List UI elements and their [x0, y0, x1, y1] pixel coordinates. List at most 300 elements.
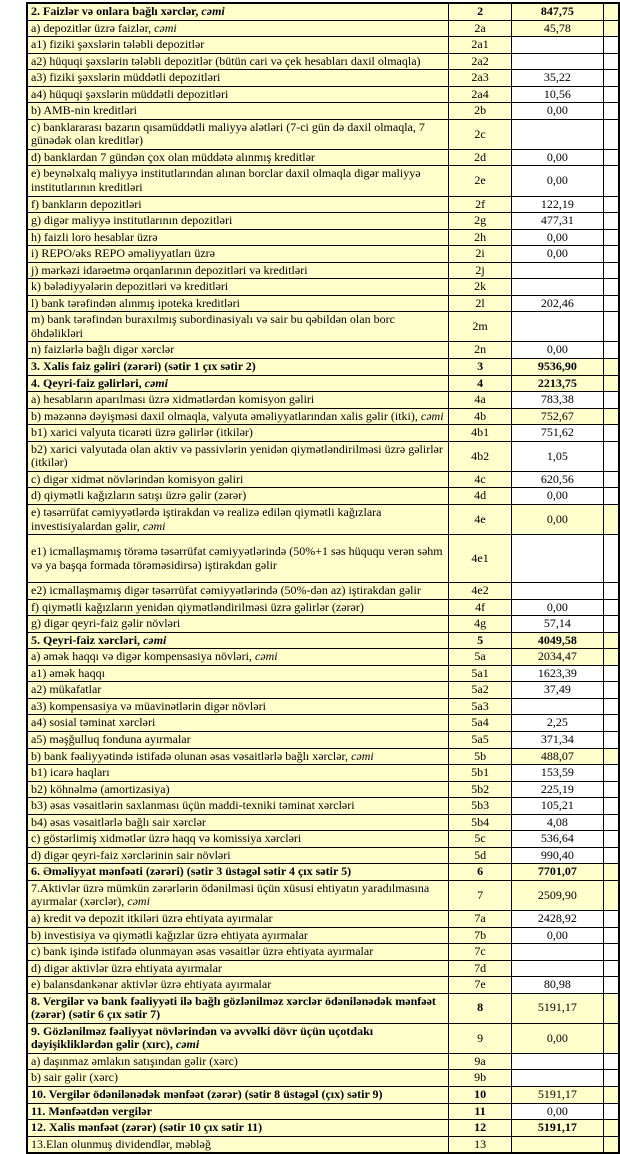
adjacent-column-cell — [603, 535, 619, 583]
row-value: 847,75 — [512, 3, 604, 20]
table-row — [27, 682, 619, 699]
row-code: 5c — [449, 831, 512, 848]
row-value — [512, 53, 604, 70]
row-label: m) bank tərəfindən buraxılmış subordinasiyalı və sair bu qəbildən olan borc öhdəlikləri — [27, 312, 449, 342]
row-label-emphasis: cəmi — [142, 518, 166, 533]
row-value: 7701,07 — [512, 864, 604, 881]
row-label: 10. Vergilər ödənilənədək mənfəət (zərər) (sətir 8 üstəgəl (çıx) sətir 9) — [27, 1087, 449, 1104]
row-label: a2) mükafatlar — [27, 682, 449, 699]
row-value: 371,34 — [512, 731, 604, 748]
row-label: b) bank fəaliyyətində istifadə olunan əsas vəsaitlərlə bağlı xərclər, cəmi — [27, 748, 449, 765]
row-value: 0,00 — [512, 229, 604, 246]
table-row — [27, 37, 619, 54]
table-row — [27, 3, 619, 20]
row-code: 2e — [449, 166, 512, 196]
row-value: 80,98 — [512, 977, 604, 994]
row-label: b) investisiya və qiymətli kağızlar üzrə ehtiyata ayırmalar — [27, 927, 449, 944]
row-code: 4 — [449, 375, 512, 392]
row-label: n) faizlərlə bağlı digər xərclər — [27, 342, 449, 359]
adjacent-column-cell — [603, 1070, 619, 1087]
adjacent-column-cell — [603, 37, 619, 54]
row-label: d) qiymətli kağızların satışı üzrə gəlir (zərər) — [27, 488, 449, 505]
row-code: 5b1 — [449, 765, 512, 782]
row-label: 2. Faizlər və onlara bağlı xərclər, cəmi — [27, 3, 449, 20]
row-code: 5b3 — [449, 798, 512, 815]
row-value: 1623,39 — [512, 665, 604, 682]
adjacent-column-cell — [603, 1023, 619, 1053]
row-code: 7e — [449, 977, 512, 994]
row-code: 4b2 — [449, 441, 512, 471]
adjacent-column-cell — [603, 504, 619, 534]
row-value — [512, 1136, 604, 1153]
row-value: 477,31 — [512, 213, 604, 230]
row-code: 5a3 — [449, 698, 512, 715]
row-value: 57,14 — [512, 616, 604, 633]
row-code: 12 — [449, 1120, 512, 1137]
row-label: g) digər maliyyə institutlarının depozitləri — [27, 213, 449, 230]
row-value: 4,08 — [512, 814, 604, 831]
table-row — [27, 715, 619, 732]
row-code: 5d — [449, 847, 512, 864]
table-row — [27, 86, 619, 103]
row-value — [512, 1070, 604, 1087]
adjacent-column-cell — [603, 392, 619, 409]
table-row — [27, 977, 619, 994]
row-code: 2c — [449, 119, 512, 149]
adjacent-column-cell — [603, 1120, 619, 1137]
row-label: f) bankların depozitləri — [27, 196, 449, 213]
row-code: 2f — [449, 196, 512, 213]
row-code: 4g — [449, 616, 512, 633]
table-row — [27, 279, 619, 296]
adjacent-column-cell — [603, 471, 619, 488]
adjacent-column-cell — [603, 246, 619, 263]
table-row — [27, 649, 619, 666]
row-label: g) digər qeyri-faiz gəlir növləri — [27, 616, 449, 633]
row-code: 10 — [449, 1087, 512, 1104]
income-statement-table — [26, 2, 620, 1154]
table-row — [27, 488, 619, 505]
adjacent-column-cell — [603, 149, 619, 166]
row-code: 6 — [449, 864, 512, 881]
financial-statement-sheet — [26, 2, 620, 1154]
row-code: 2j — [449, 262, 512, 279]
adjacent-column-cell — [603, 20, 619, 37]
adjacent-column-cell — [603, 1103, 619, 1120]
row-value: 751,62 — [512, 425, 604, 442]
row-label: 8. Vergilər və bank fəaliyyəti ilə bağlı gözlənilməz xərclər ödənilənədək mənfəət (zərər) (sətir 6 çıx sətir 7) — [27, 993, 449, 1023]
row-label: b4) əsas vəsaitlərlə bağlı sair xərclər — [27, 814, 449, 831]
adjacent-column-cell — [603, 196, 619, 213]
row-label: e) beynəlxalq maliyyə institutlarından alınan borclar daxil olmaqla digər maliyyə institutlarının kreditləri — [27, 166, 449, 196]
row-value — [512, 535, 604, 583]
row-label: a) hesabların aparılması üzrə xidmətlərdən komisyon gəliri — [27, 392, 449, 409]
table-row — [27, 229, 619, 246]
row-code: 2d — [449, 149, 512, 166]
table-row — [27, 864, 619, 881]
row-label: b3) əsas vəsaitlərin saxlanması üçün maddi-texniki təminat xərcləri — [27, 798, 449, 815]
row-value: 2034,47 — [512, 649, 604, 666]
row-value: 783,38 — [512, 392, 604, 409]
row-value: 0,00 — [512, 246, 604, 263]
adjacent-column-cell — [603, 295, 619, 312]
table-row — [27, 408, 619, 425]
row-value: 9536,90 — [512, 359, 604, 376]
row-label-emphasis: cəmi — [144, 375, 168, 390]
adjacent-column-cell — [603, 408, 619, 425]
table-row — [27, 342, 619, 359]
row-code: 5b4 — [449, 814, 512, 831]
table-row — [27, 665, 619, 682]
adjacent-column-cell — [603, 3, 619, 20]
table-row — [27, 375, 619, 392]
row-code: 2g — [449, 213, 512, 230]
row-code: 2a3 — [449, 70, 512, 87]
table-row — [27, 960, 619, 977]
row-label: 4. Qeyri-faiz gəlirləri, cəmi — [27, 375, 449, 392]
row-label: b2) köhnəlmə (amortizasiya) — [27, 781, 449, 798]
table-row — [27, 632, 619, 649]
row-label: 11. Mənfəətdən vergilər — [27, 1103, 449, 1120]
row-label: b2) xarici valyutada olan aktiv və passivlərin yenidən qiymətləndirilməsi üzrə gəlirlər (itkilər) — [27, 441, 449, 471]
table-row — [27, 1070, 619, 1087]
row-code: 5 — [449, 632, 512, 649]
table-body — [27, 3, 619, 1153]
row-value — [512, 119, 604, 149]
row-value: 0,00 — [512, 103, 604, 120]
row-code: 4d — [449, 488, 512, 505]
row-value: 37,49 — [512, 682, 604, 699]
adjacent-column-cell — [603, 262, 619, 279]
row-label: 7.Aktivlər üzrə mümkün zərərlərin ödənilməsi üçün xüsusi ehtiyatın yaradılmasına ayırmalar (xərclər), cəmi — [27, 880, 449, 910]
adjacent-column-cell — [603, 119, 619, 149]
adjacent-column-cell — [603, 616, 619, 633]
table-row — [27, 993, 619, 1023]
row-label: f) qiymətli kağızların yenidən qiymətləndirilməsi üzrə gəlirlər (zərər) — [27, 599, 449, 616]
adjacent-column-cell — [603, 977, 619, 994]
row-value: 0,00 — [512, 149, 604, 166]
row-label-emphasis: cəmi — [351, 748, 374, 763]
adjacent-column-cell — [603, 798, 619, 815]
row-label: b1) icarə haqları — [27, 765, 449, 782]
row-value: 5191,17 — [512, 993, 604, 1023]
adjacent-column-cell — [603, 70, 619, 87]
row-code: 4f — [449, 599, 512, 616]
table-row — [27, 53, 619, 70]
row-value: 5191,17 — [512, 1087, 604, 1104]
row-label: k) bələdiyyələrin depozitləri və kreditləri — [27, 279, 449, 296]
adjacent-column-cell — [603, 53, 619, 70]
row-code: 5b — [449, 748, 512, 765]
row-label: a) depozitlər üzrə faizlər, cəmi — [27, 20, 449, 37]
table-row — [27, 425, 619, 442]
table-row — [27, 616, 619, 633]
row-value: 0,00 — [512, 488, 604, 505]
row-value: 122,19 — [512, 196, 604, 213]
adjacent-column-cell — [603, 698, 619, 715]
row-value: 2,25 — [512, 715, 604, 732]
row-label-emphasis: cəmi — [201, 4, 225, 18]
adjacent-column-cell — [603, 814, 619, 831]
row-code: 7c — [449, 944, 512, 961]
row-code: 2a4 — [449, 86, 512, 103]
row-code: 4b — [449, 408, 512, 425]
row-label: a) kredit və depozit itkiləri üzrə ehtiyata ayırmalar — [27, 910, 449, 927]
row-value: 536,64 — [512, 831, 604, 848]
row-value: 153,59 — [512, 765, 604, 782]
table-row — [27, 748, 619, 765]
table-row — [27, 698, 619, 715]
row-label: e2) icmallaşmamış digər təsərrüfat cəmiyyətlərində (50%-dən az) iştirakdan gəlir — [27, 583, 449, 600]
row-label-emphasis: cəmi — [127, 894, 150, 909]
row-code: 5a — [449, 649, 512, 666]
row-label: 5. Qeyri-faiz xərcləri, cəmi — [27, 632, 449, 649]
row-label: j) mərkəzi idarəetmə orqanlarının depozitləri və kreditləri — [27, 262, 449, 279]
row-code: 2a — [449, 20, 512, 37]
row-code: 5a4 — [449, 715, 512, 732]
row-code: 5b2 — [449, 781, 512, 798]
row-code: 2i — [449, 246, 512, 263]
adjacent-column-cell — [603, 880, 619, 910]
row-label-emphasis: cəmi — [175, 1037, 200, 1052]
row-value: 0,00 — [512, 599, 604, 616]
table-row — [27, 880, 619, 910]
table-row — [27, 441, 619, 471]
table-row — [27, 599, 619, 616]
table-row — [27, 312, 619, 342]
row-label: 12. Xalis mənfəət (zərər) (sətir 10 çıx sətir 11) — [27, 1120, 449, 1137]
row-label: 9. Gözlənilməz fəaliyyət növlərindən və əvvəlki dövr üçün uçotdakı dəyişikliklərdən gəlir (xırc), cəmi — [27, 1023, 449, 1053]
row-label-emphasis: cəmi — [420, 408, 444, 423]
adjacent-column-cell — [603, 910, 619, 927]
table-row — [27, 1087, 619, 1104]
table-row — [27, 583, 619, 600]
row-label: a5) məşğulluq fonduna ayırmalar — [27, 731, 449, 748]
adjacent-column-cell — [603, 342, 619, 359]
row-label: l) bank tərəfindən alınmış ipoteka kreditləri — [27, 295, 449, 312]
row-value: 0,00 — [512, 504, 604, 534]
row-label: b) məzənnə dəyişməsi daxil olmaqla, valyuta əməliyyatlarından xalis gəlir (itki), cəmi — [27, 408, 449, 425]
row-label: d) digər aktivlər üzrə ehtiyata ayırmalar — [27, 960, 449, 977]
row-code: 4b1 — [449, 425, 512, 442]
row-value: 1,05 — [512, 441, 604, 471]
table-row — [27, 831, 619, 848]
adjacent-column-cell — [603, 583, 619, 600]
row-value: 990,40 — [512, 847, 604, 864]
row-label: a1) fiziki şəxslərin tələbli depozitlər — [27, 37, 449, 54]
adjacent-column-cell — [603, 488, 619, 505]
row-value: 2213,75 — [512, 375, 604, 392]
row-label: a4) sosial təminat xərcləri — [27, 715, 449, 732]
row-code: 5a2 — [449, 682, 512, 699]
row-value: 2428,92 — [512, 910, 604, 927]
row-label: a1) əmək haqqı — [27, 665, 449, 682]
row-label: c) digər xidmət növlərindən komisyon gəliri — [27, 471, 449, 488]
row-label: b) sair gəlir (xərc) — [27, 1070, 449, 1087]
row-value: 105,21 — [512, 798, 604, 815]
adjacent-column-cell — [603, 748, 619, 765]
table-row — [27, 166, 619, 196]
adjacent-column-cell — [603, 993, 619, 1023]
row-code: 8 — [449, 993, 512, 1023]
table-row — [27, 504, 619, 534]
row-value: 45,78 — [512, 20, 604, 37]
row-value: 752,67 — [512, 408, 604, 425]
row-label-emphasis: cəmi — [143, 632, 167, 647]
row-code: 5a5 — [449, 731, 512, 748]
row-value — [512, 262, 604, 279]
row-code: 7d — [449, 960, 512, 977]
row-value: 202,46 — [512, 295, 604, 312]
row-value: 0,00 — [512, 166, 604, 196]
adjacent-column-cell — [603, 103, 619, 120]
row-label: d) digər qeyri-faiz xərclərinin sair növləri — [27, 847, 449, 864]
table-row — [27, 1120, 619, 1137]
row-value: 488,07 — [512, 748, 604, 765]
row-value — [512, 1053, 604, 1070]
adjacent-column-cell — [603, 765, 619, 782]
row-code: 4e1 — [449, 535, 512, 583]
row-label: h) faizli loro hesablar üzrə — [27, 229, 449, 246]
row-value: 0,00 — [512, 1103, 604, 1120]
row-code: 7b — [449, 927, 512, 944]
table-row — [27, 103, 619, 120]
table-row — [27, 196, 619, 213]
row-code: 9 — [449, 1023, 512, 1053]
row-code: 2l — [449, 295, 512, 312]
adjacent-column-cell — [603, 1053, 619, 1070]
row-code: 2n — [449, 342, 512, 359]
adjacent-column-cell — [603, 279, 619, 296]
adjacent-column-cell — [603, 847, 619, 864]
row-code: 3 — [449, 359, 512, 376]
row-value — [512, 944, 604, 961]
adjacent-column-cell — [603, 359, 619, 376]
row-code: 7a — [449, 910, 512, 927]
table-row — [27, 1136, 619, 1153]
adjacent-column-cell — [603, 425, 619, 442]
table-row — [27, 1103, 619, 1120]
adjacent-column-cell — [603, 682, 619, 699]
row-label: a4) hüquqi şəxslərin müddətli depozitləri — [27, 86, 449, 103]
row-label: i) REPO/əks REPO əməliyyatları üzrə — [27, 246, 449, 263]
row-value — [512, 279, 604, 296]
adjacent-column-cell — [603, 213, 619, 230]
row-code: 4a — [449, 392, 512, 409]
adjacent-column-cell — [603, 649, 619, 666]
adjacent-column-cell — [603, 960, 619, 977]
table-row — [27, 798, 619, 815]
row-code: 9b — [449, 1070, 512, 1087]
table-row — [27, 471, 619, 488]
row-value — [512, 960, 604, 977]
row-value — [512, 583, 604, 600]
table-row — [27, 781, 619, 798]
row-label: c) göstərlimiş xidmətlər üzrə haqq və komissiya xərcləri — [27, 831, 449, 848]
adjacent-column-cell — [603, 831, 619, 848]
row-label: b) AMB-nin kreditləri — [27, 103, 449, 120]
table-row — [27, 927, 619, 944]
adjacent-column-cell — [603, 927, 619, 944]
adjacent-column-cell — [603, 166, 619, 196]
row-label: a) daşınmaz əmlakın satışından gəlir (xərc) — [27, 1053, 449, 1070]
row-label: a) əmək haqqı və digər kompensasiya növləri, cəmi — [27, 649, 449, 666]
row-code: 7 — [449, 880, 512, 910]
row-value: 0,00 — [512, 342, 604, 359]
row-code: 4e — [449, 504, 512, 534]
row-code: 2 — [449, 3, 512, 20]
table-row — [27, 119, 619, 149]
row-value: 0,00 — [512, 927, 604, 944]
table-row — [27, 1023, 619, 1053]
adjacent-column-cell — [603, 864, 619, 881]
row-code: 9a — [449, 1053, 512, 1070]
row-value: 2509,90 — [512, 880, 604, 910]
table-row — [27, 295, 619, 312]
table-row — [27, 535, 619, 583]
table-row — [27, 910, 619, 927]
adjacent-column-cell — [603, 632, 619, 649]
row-label: 6. Əməliyyat mənfəəti (zərəri) (sətir 3 üstəgəl sətir 4 çıx sətir 5) — [27, 864, 449, 881]
row-label: a2) hüquqi şəxslərin tələbli depozitlər (bütün cari və çek hesabları daxil olmaqla) — [27, 53, 449, 70]
row-value: 10,56 — [512, 86, 604, 103]
table-row — [27, 731, 619, 748]
adjacent-column-cell — [603, 375, 619, 392]
row-label: 3. Xalis faiz gəliri (zərəri) (sətir 1 çıx sətir 2) — [27, 359, 449, 376]
row-value: 0,00 — [512, 1023, 604, 1053]
table-row — [27, 262, 619, 279]
table-row — [27, 70, 619, 87]
table-row — [27, 149, 619, 166]
table-row — [27, 765, 619, 782]
row-label: a3) kompensasiya və müavinətlərin digər növləri — [27, 698, 449, 715]
row-code: 2h — [449, 229, 512, 246]
row-value — [512, 312, 604, 342]
adjacent-column-cell — [603, 715, 619, 732]
row-code: 13 — [449, 1136, 512, 1153]
row-code: 2k — [449, 279, 512, 296]
row-label-emphasis: cəmi — [154, 20, 177, 35]
row-value: 225,19 — [512, 781, 604, 798]
table-row — [27, 246, 619, 263]
adjacent-column-cell — [603, 1136, 619, 1153]
row-label-emphasis: cəmi — [254, 649, 278, 664]
table-row — [27, 20, 619, 37]
row-code: 4c — [449, 471, 512, 488]
row-code: 2a1 — [449, 37, 512, 54]
adjacent-column-cell — [603, 781, 619, 798]
adjacent-column-cell — [603, 312, 619, 342]
table-row — [27, 392, 619, 409]
row-value: 5191,17 — [512, 1120, 604, 1137]
row-label: c) banklararası bazarın qısamüddətli maliyyə alətləri (7-ci gün də daxil olmaqla, 7 günədək olan kreditlər) — [27, 119, 449, 149]
adjacent-column-cell — [603, 229, 619, 246]
table-row — [27, 359, 619, 376]
row-label: e) təsərrüfat cəmiyyətlərdə iştirakdan və realizə edilən qiymətli kağızlara investisiyalardan gəlir, cəmi — [27, 504, 449, 534]
row-code: 5a1 — [449, 665, 512, 682]
row-code: 4e2 — [449, 583, 512, 600]
table-row — [27, 1053, 619, 1070]
row-label: e1) icmallaşmamış törəmə təsərrüfat cəmiyyətlərində (50%+1 səs hüququ verən səhm və ya başqa formada törəməsidirsə) iştirakdan gəlir — [27, 535, 449, 583]
row-label: b1) xarici valyuta ticarəti üzrə gəlirlər (itkilər) — [27, 425, 449, 442]
row-label: 13.Elan olunmuş dividendlər, məbləğ — [27, 1136, 449, 1153]
row-label: c) bank işində istifadə olunmayan əsas vəsaitlər üzrə ehtiyata ayırmalar — [27, 944, 449, 961]
table-row — [27, 944, 619, 961]
adjacent-column-cell — [603, 1087, 619, 1104]
row-value: 4049,58 — [512, 632, 604, 649]
table-row — [27, 847, 619, 864]
row-label: d) banklardan 7 gündən çox olan müddətə alınmış kreditlər — [27, 149, 449, 166]
